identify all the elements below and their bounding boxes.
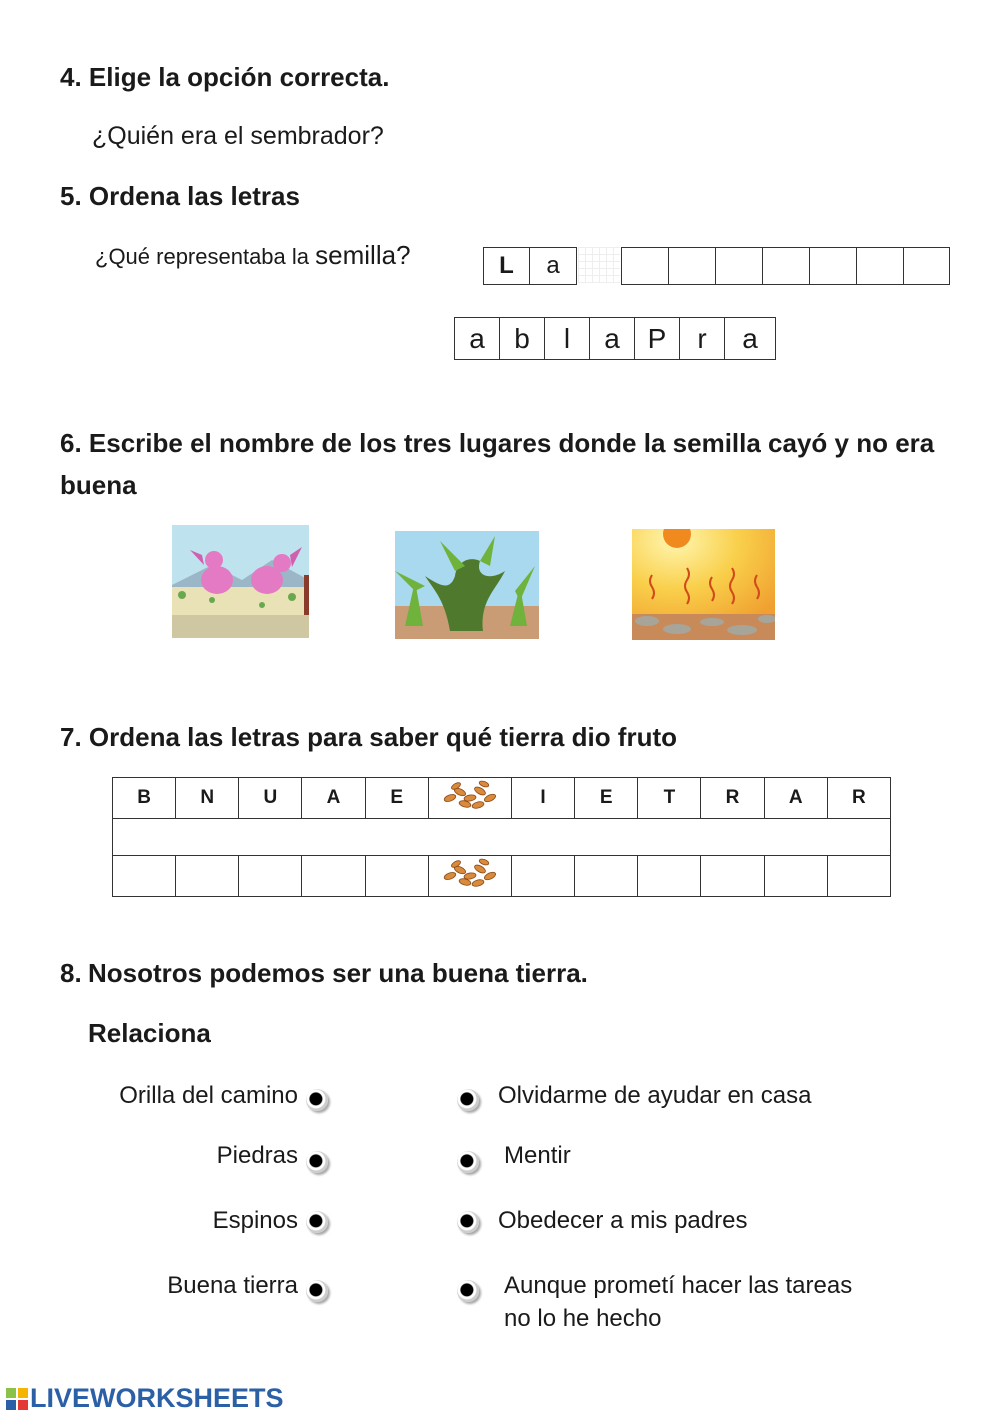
grid-letter: B (113, 778, 176, 819)
match-left-item: Buena tierra (167, 1272, 298, 1299)
grid-answer-cell[interactable] (511, 856, 574, 897)
grid-answer-cell[interactable] (239, 856, 302, 897)
q8-title: Nosotros podemos ser una buena tierra. (88, 958, 588, 988)
q4-title: 4. Elige la opción correcta. (60, 62, 390, 92)
match-right-item: Mentir (504, 1142, 571, 1169)
grid-letter: U (239, 778, 302, 819)
match-right-item: Aunque prometí hacer las tareas (504, 1272, 853, 1299)
match-right-item: Olvidarme de ayudar en casa (498, 1082, 812, 1109)
scrambled-letter: r (680, 318, 725, 359)
thorns-picture (395, 531, 539, 639)
grid-letter: A (764, 778, 827, 819)
q5-answer-blank[interactable] (621, 247, 950, 285)
grid-letter: E (575, 778, 638, 819)
q6-title-line2: buena (60, 470, 137, 500)
match-dot-right[interactable] (457, 1211, 479, 1233)
grid-answer-cell[interactable] (764, 856, 827, 897)
birds-on-path-picture (172, 525, 309, 638)
match-right-item-continuation: no lo he hecho (504, 1305, 662, 1332)
logo-icon (6, 1388, 28, 1410)
scrambled-letter: b (500, 318, 545, 359)
grid-letter: R (827, 778, 890, 819)
grid-answer-cell[interactable] (365, 856, 428, 897)
blank-letter-box[interactable] (857, 248, 904, 284)
grid-answer-cell[interactable] (113, 856, 176, 897)
blank-letter-box[interactable] (716, 248, 763, 284)
q5-question-word: semilla? (315, 240, 411, 270)
q7-letter-grid (112, 777, 891, 897)
answer-letter-box: L (484, 248, 530, 284)
match-dot-left[interactable] (306, 1280, 328, 1302)
match-left-item: Piedras (216, 1142, 298, 1169)
match-dot-right[interactable] (457, 1280, 479, 1302)
scrambled-letter: P (635, 318, 680, 359)
spacer-grid (578, 247, 620, 283)
q4-question: ¿Quién era el sembrador? (92, 122, 384, 150)
match-dot-right[interactable] (457, 1151, 479, 1173)
match-left-item: Orilla del camino (119, 1082, 298, 1109)
blank-letter-box[interactable] (904, 248, 949, 284)
match-left-item: Espinos (212, 1207, 298, 1234)
grid-letter: A (302, 778, 365, 819)
match-dot-left[interactable] (306, 1211, 328, 1233)
q5-scrambled (454, 317, 776, 360)
sun-on-rocks-picture (632, 529, 775, 640)
blank-letter-box[interactable] (763, 248, 810, 284)
seeds-picture (428, 856, 511, 897)
grid-answer-cell[interactable] (302, 856, 365, 897)
grid-letter: R (701, 778, 764, 819)
q5-answer-first (483, 247, 577, 285)
logo-text: LIVEWORKSHEETS (30, 1383, 284, 1413)
match-dot-left[interactable] (306, 1151, 328, 1173)
grid-answer-cell[interactable] (827, 856, 890, 897)
q8-number: 8. (60, 958, 82, 988)
grid-answer-cell[interactable] (638, 856, 701, 897)
grid-answer-cell[interactable] (701, 856, 764, 897)
match-right-item: Obedecer a mis padres (498, 1207, 748, 1234)
grid-letter: T (638, 778, 701, 819)
blank-letter-box[interactable] (810, 248, 857, 284)
match-dot-left[interactable] (306, 1089, 328, 1111)
grid-spacer-row (113, 819, 891, 856)
q7-title: 7. Ordena las letras para saber qué tierra dio fruto (60, 722, 677, 752)
grid-letter: N (176, 778, 239, 819)
blank-letter-box[interactable] (622, 248, 669, 284)
seeds-picture (428, 778, 511, 819)
q5-question-prefix: ¿Qué representaba la (95, 244, 310, 269)
grid-answer-cell[interactable] (176, 856, 239, 897)
q5-title: 5. Ordena las letras (60, 181, 300, 211)
scrambled-letter: a (590, 318, 635, 359)
blank-letter-box[interactable] (669, 248, 716, 284)
grid-letter: E (365, 778, 428, 819)
scrambled-letter: a (455, 318, 500, 359)
match-dot-right[interactable] (457, 1089, 479, 1111)
scrambled-letter: l (545, 318, 590, 359)
liveworksheets-logo (6, 1383, 284, 1414)
q8-subtitle: Relaciona (88, 1018, 211, 1048)
answer-letter-box: a (546, 252, 560, 279)
scrambled-letter: a (742, 322, 758, 354)
q6-title-line1: 6. Escribe el nombre de los tres lugares donde la semilla cayó y no era (60, 428, 935, 458)
grid-letter: I (511, 778, 574, 819)
q5-question (95, 240, 411, 271)
grid-answer-cell[interactable] (575, 856, 638, 897)
